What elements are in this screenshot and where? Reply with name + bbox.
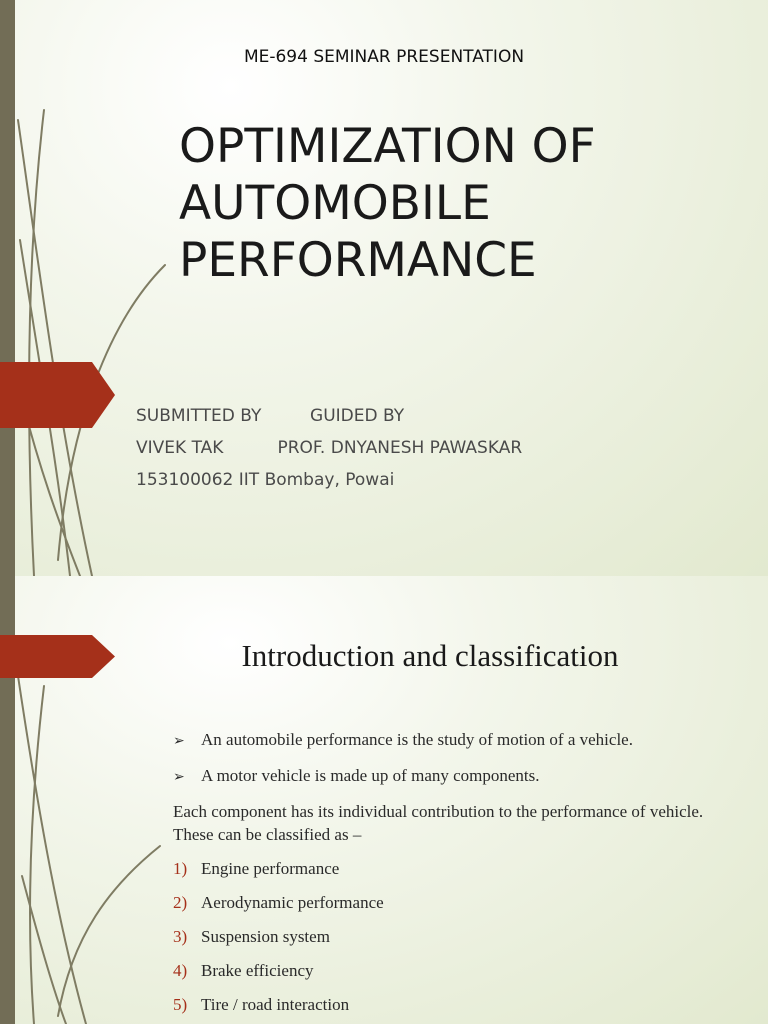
list-item [173,857,733,880]
title-line: PERFORMANCE [179,233,537,288]
list-item [173,959,733,982]
item-text: Aerodynamic performance [201,893,384,912]
roll-number-line: 153100062 IIT Bombay, Powai [136,470,395,490]
item-text: Brake efficiency [201,961,314,980]
item-number: 2) [173,893,188,912]
list-item [173,993,733,1016]
list-item [173,764,733,789]
item-text: Engine performance [201,859,340,878]
introduction-slide [0,576,768,1024]
submitted-guided-line: SUBMITTED BY GUIDED BY [136,406,405,426]
presentation-title [179,118,596,289]
seminar-label: ME-694 SEMINAR PRESENTATION [243,47,525,67]
red-tab-marker [0,362,115,428]
item-number: 3) [173,927,188,946]
item-number: 5) [173,995,188,1014]
item-text: Suspension system [201,927,330,946]
title-line: AUTOMOBILE [179,176,491,231]
title-line: OPTIMIZATION OF [179,119,596,174]
bullet-text: An automobile performance is the study of motion of a vehicle. [201,730,633,749]
arrow-bullet-icon: ➢ [173,734,185,749]
item-number: 1) [173,859,188,878]
slide-title: Introduction and classification [241,638,619,673]
slide-content [173,728,733,1024]
item-number: 4) [173,961,188,980]
names-line: VIVEK TAK PROF. DNYANESH PAWASKAR [136,438,523,458]
list-item [173,925,733,948]
item-text: Tire / road interaction [201,995,350,1014]
arrow-bullet-icon: ➢ [173,770,185,785]
bullet-text: A motor vehicle is made up of many components. [201,766,540,785]
classification-paragraph: Each component has its individual contribution to the performance of vehicle. These can be classified as – [173,802,704,844]
list-item [173,891,733,914]
list-item [173,728,733,753]
